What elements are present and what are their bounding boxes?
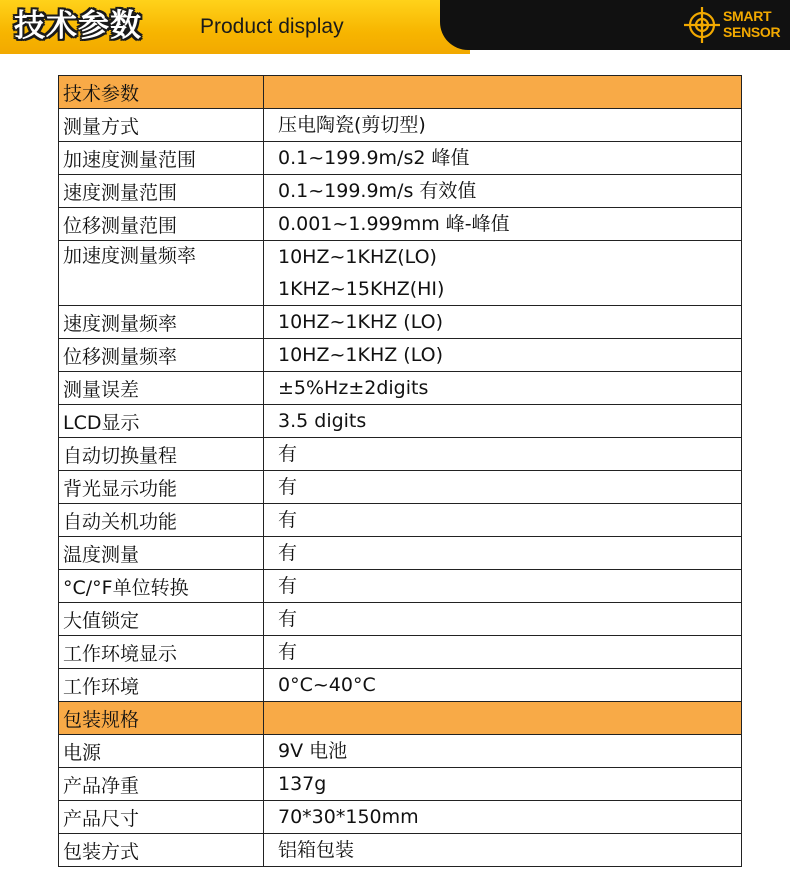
section-header-row (59, 702, 742, 735)
spec-table (58, 75, 742, 867)
spec-value-line: 有 (278, 443, 298, 465)
page-title: 技术参数 (14, 8, 142, 44)
spec-value-line: 有 (278, 476, 298, 498)
crosshair-target-icon (683, 4, 723, 44)
spec-value (264, 109, 742, 142)
spec-label: 自动关机功能 (59, 504, 264, 537)
spec-value (264, 636, 742, 669)
spec-value-line: 有 (278, 509, 298, 531)
table-row (59, 801, 742, 834)
spec-label: 自动切换量程 (59, 438, 264, 471)
table-row (59, 669, 742, 702)
spec-label: 大值锁定 (59, 603, 264, 636)
table-row (59, 504, 742, 537)
table-row (59, 537, 742, 570)
table-row (59, 834, 742, 867)
spec-value-line: 0.1~199.9m/s 有效值 (278, 180, 477, 202)
spec-value-line: 10HZ~1KHZ(LO) (278, 246, 437, 268)
table-row (59, 175, 742, 208)
spec-value-line: 压电陶瓷(剪切型) (278, 114, 426, 136)
spec-label: °C/°F单位转换 (59, 570, 264, 603)
table-row (59, 471, 742, 504)
spec-value (264, 405, 742, 438)
spec-value-line: 10HZ~1KHZ (LO) (278, 311, 443, 333)
spec-value (264, 175, 742, 208)
spec-value (264, 339, 742, 372)
spec-value-line: 有 (278, 542, 298, 564)
spec-label: LCD显示 (59, 405, 264, 438)
spec-value-line: 3.5 digits (278, 410, 367, 432)
spec-value (264, 603, 742, 636)
table-row (59, 768, 742, 801)
table-row (59, 603, 742, 636)
spec-value-line: 9V 电池 (278, 740, 348, 762)
section-header-row (59, 76, 742, 109)
table-row (59, 438, 742, 471)
spec-value (264, 735, 742, 768)
table-row (59, 241, 742, 306)
spec-label: 包装方式 (59, 834, 264, 867)
spec-value (264, 834, 742, 867)
table-row (59, 109, 742, 142)
spec-value (264, 208, 742, 241)
spec-label: 产品净重 (59, 768, 264, 801)
spec-value (264, 438, 742, 471)
section-title-blank (264, 702, 742, 735)
spec-label: 背光显示功能 (59, 471, 264, 504)
spec-value-line: 0°C~40°C (278, 674, 376, 696)
spec-value-line: 137g (278, 773, 327, 795)
spec-label: 工作环境显示 (59, 636, 264, 669)
spec-value-line: 70*30*150mm (278, 806, 419, 828)
spec-value (264, 142, 742, 175)
spec-label: 温度测量 (59, 537, 264, 570)
logo-wordmark (723, 8, 787, 40)
spec-label: 速度测量范围 (59, 175, 264, 208)
spec-value-line: 有 (278, 608, 298, 630)
spec-value (264, 241, 742, 306)
table-row (59, 405, 742, 438)
spec-value (264, 471, 742, 504)
spec-value (264, 504, 742, 537)
table-row (59, 372, 742, 405)
spec-value-line: 铝箱包装 (278, 839, 355, 861)
logo-line-1: SMART (723, 8, 772, 24)
table-row (59, 142, 742, 175)
table-row (59, 339, 742, 372)
logo-line-2: SENSOR (723, 24, 781, 40)
spec-value-line: 1KHZ~15KHZ(HI) (278, 278, 445, 300)
section-title-blank (264, 76, 742, 109)
spec-label: 测量方式 (59, 109, 264, 142)
spec-value (264, 537, 742, 570)
spec-label: 位移测量范围 (59, 208, 264, 241)
spec-value-line: ±5%Hz±2digits (278, 377, 429, 399)
spec-label: 电源 (59, 735, 264, 768)
spec-label: 测量误差 (59, 372, 264, 405)
brand-logo (683, 4, 787, 46)
spec-value-line: 0.1~199.9m/s2 峰值 (278, 147, 470, 169)
spec-value-line: 0.001~1.999mm 峰-峰值 (278, 213, 510, 235)
spec-value (264, 669, 742, 702)
section-title: 技术参数 (59, 76, 264, 109)
spec-label: 速度测量频率 (59, 306, 264, 339)
spec-value-line: 10HZ~1KHZ (LO) (278, 344, 443, 366)
section-title: 包装规格 (59, 702, 264, 735)
page-subtitle: Product display (200, 15, 344, 38)
spec-value (264, 801, 742, 834)
table-row (59, 636, 742, 669)
table-row (59, 208, 742, 241)
header-banner (0, 0, 790, 54)
spec-label: 加速度测量频率 (59, 241, 264, 306)
spec-value (264, 372, 742, 405)
table-row (59, 735, 742, 768)
table-row (59, 306, 742, 339)
spec-label: 位移测量频率 (59, 339, 264, 372)
spec-value-line: 有 (278, 575, 298, 597)
spec-value-line: 有 (278, 641, 298, 663)
spec-label: 工作环境 (59, 669, 264, 702)
spec-value (264, 768, 742, 801)
spec-value (264, 570, 742, 603)
spec-label: 产品尺寸 (59, 801, 264, 834)
spec-value (264, 306, 742, 339)
spec-label: 加速度测量范围 (59, 142, 264, 175)
table-row (59, 570, 742, 603)
